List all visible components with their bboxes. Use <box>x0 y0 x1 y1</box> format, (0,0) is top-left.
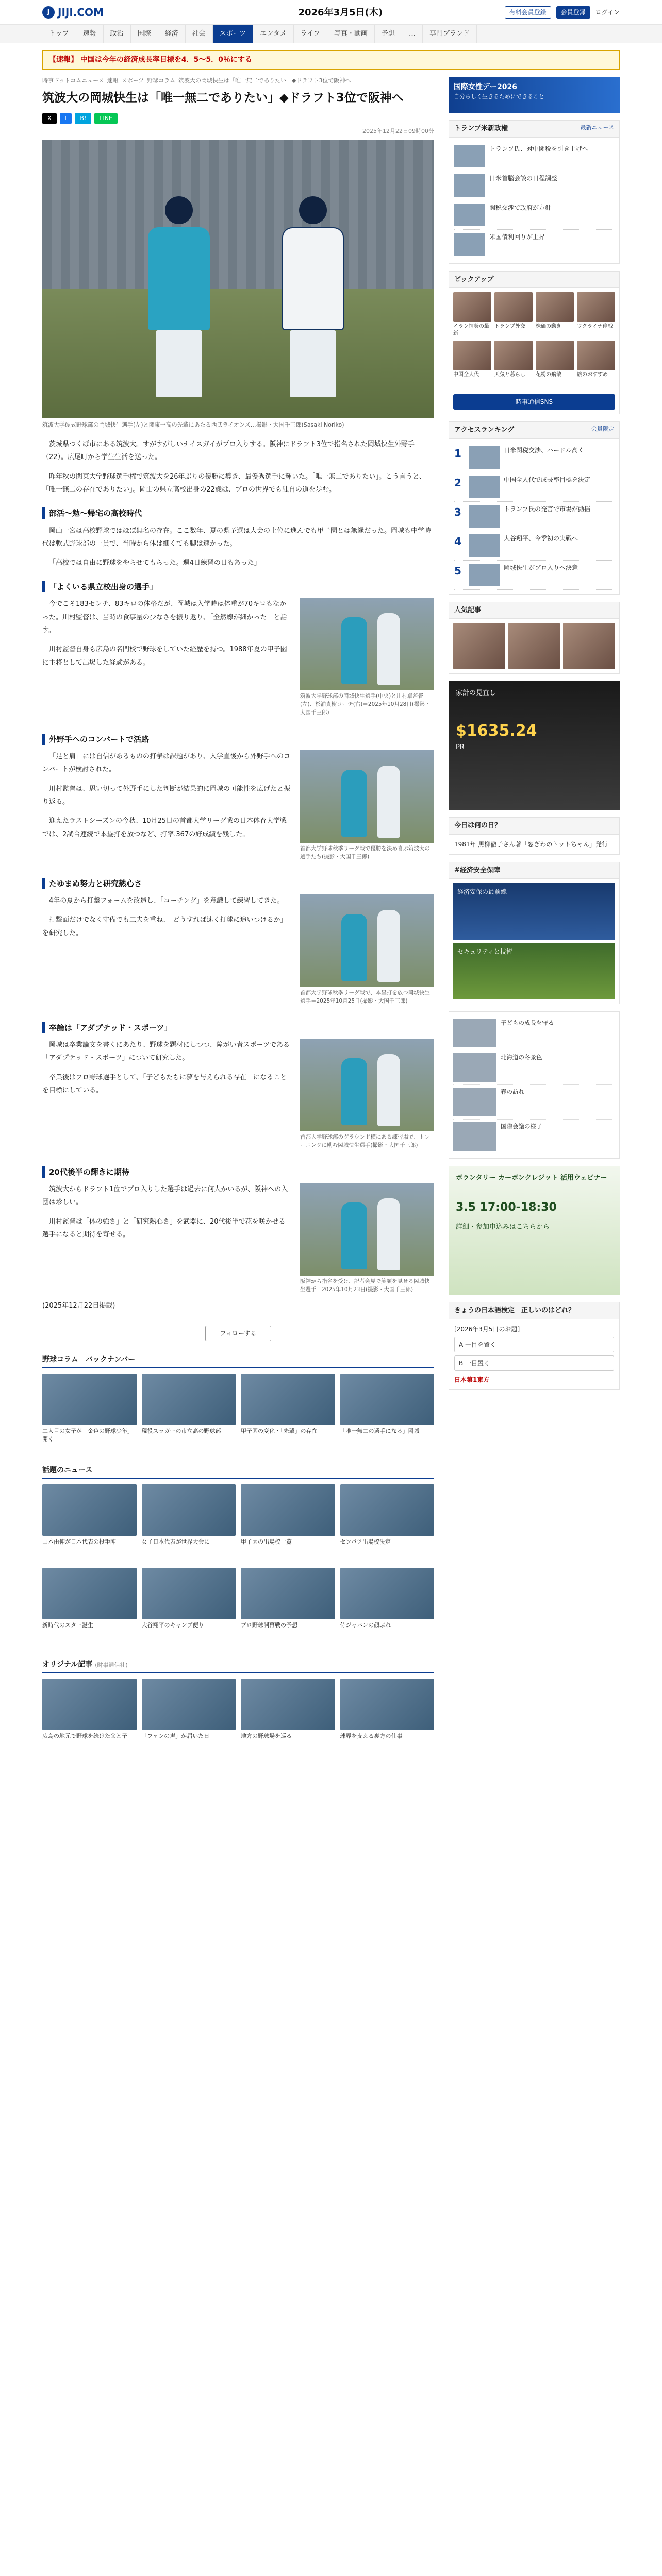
lead-paragraph: 茨城県つくば市にある筑波大。すがすがしいナイスガイがプロ入りする。阪神にドラフト3位で指名された岡城快生外野手（22）。広尾町から学生生活を送った。 <box>42 440 415 462</box>
player-figure <box>377 1054 400 1126</box>
photo-thumb <box>453 1088 496 1116</box>
rank-thumb <box>469 446 500 469</box>
pickup-image <box>453 292 491 322</box>
rank-item[interactable] <box>454 230 614 259</box>
body-paragraph: 川村監督は、思い切って外野手にした判断が結果的に岡城の可能性を広げたと振り返る。 <box>42 785 291 806</box>
sidebar-ad-webinar[interactable] <box>449 1166 620 1295</box>
thumb-card[interactable] <box>241 1679 335 1757</box>
breadcrumb-item[interactable]: 筑波大の岡城快生は「唯一無二でありたい」◆ドラフト3位で阪神へ <box>178 77 351 84</box>
pickup-title: 花粉の飛散 <box>536 372 561 378</box>
thumb-title: 球界を支える裏方の仕事 <box>340 1732 403 1739</box>
breadcrumb-item[interactable]: 野球コラム <box>147 77 176 84</box>
nav-item[interactable]: エンタメ <box>253 25 293 43</box>
section-heading: 20代後半の輝きに期待 <box>42 1166 434 1178</box>
pickup-title: 旅のおすすめ <box>577 372 608 378</box>
pickup-title: トランプ外交 <box>494 324 525 329</box>
thumb-image <box>241 1484 335 1536</box>
inline-figure[interactable] <box>300 894 434 1006</box>
pickup-item[interactable] <box>577 341 615 386</box>
webinar-date: 3.5 17:00-18:30 <box>456 1200 557 1214</box>
rank-title: 日米首脳会談の日程調整 <box>489 174 558 182</box>
thumb-image <box>142 1374 236 1425</box>
rank-number: 2 <box>454 476 461 489</box>
nav-item[interactable]: トップ <box>42 25 76 43</box>
nav-item[interactable]: 政治 <box>104 25 131 43</box>
thumb-image <box>241 1374 335 1425</box>
quiz-footer-link[interactable]: 日本第1東方 <box>454 1376 490 1383</box>
quiz-heading: きょうの日本語検定 正しいのはどれ？ <box>454 1307 575 1314</box>
thumb-card[interactable] <box>340 1568 435 1646</box>
thumb-image <box>340 1374 435 1425</box>
econ-item[interactable]: セキュリティと技術 <box>453 943 615 999</box>
body-paragraph: 4年の夏から打撃フォームを改造し、「コーチング」を意識して練習してきた。 <box>49 897 284 905</box>
thumb-card[interactable] <box>42 1679 137 1757</box>
photo-item[interactable] <box>453 1016 615 1050</box>
photo-title: 北海道の冬景色 <box>501 1054 542 1061</box>
section-heading: 外野手へのコンバートで活路 <box>42 734 434 745</box>
pickup-item[interactable] <box>453 341 491 386</box>
thumb-card[interactable] <box>42 1568 137 1646</box>
access-heading: アクセスランキング <box>454 426 515 434</box>
photo-news-box <box>449 1011 620 1159</box>
rank-title: トランプ氏、対中関税を引き上げへ <box>489 145 589 152</box>
thumb-title: 甲子園の変化・「先輩」の存在 <box>241 1427 318 1434</box>
player-figure <box>341 1058 367 1125</box>
pickup-title: 天気と暮らし <box>494 372 525 378</box>
rank-title: 日米関税交渉、ハードル高く <box>504 446 585 454</box>
ad-market-sub: PR <box>456 743 465 751</box>
rank-thumb <box>454 233 485 256</box>
nav-item[interactable]: ライフ <box>294 25 327 43</box>
thumb-card[interactable] <box>142 1568 236 1646</box>
site-logo[interactable] <box>42 5 176 20</box>
pickup-item[interactable] <box>536 341 574 386</box>
nav-item[interactable]: 速報 <box>76 25 104 43</box>
thumb-title: 山本由伸が日本代表の投手陣 <box>42 1538 116 1545</box>
quiz-option-b[interactable]: B 一目置く <box>454 1355 614 1371</box>
figure-caption: 首都大学野球部のグラウンド横にある練習場で、トレーニングに励む岡城快生選手(撮影・大国千三郎) <box>300 1134 430 1148</box>
thumb-title: 二人目の女子が「金色の野球少年」開く <box>42 1427 133 1443</box>
sidebar-ad-top[interactable] <box>449 77 620 113</box>
photo-title: 子どもの成長を守る <box>501 1019 554 1026</box>
stands-background <box>42 140 434 294</box>
player-figure-right <box>274 196 352 402</box>
thumb-image <box>340 1568 435 1619</box>
publish-date: 2025年12月22日09時00分 <box>362 127 434 134</box>
lead-paragraph: 昨年秋の関東大学野球選手権で筑波大を26年ぶりの優勝に導き、最優秀選手に輝いた。「唯一無二でありたい」。こう言うと、「唯一無二の存在でありたい」。岡山の県立高校出身の22歳は、プロの世界でも独自の道を歩む。 <box>42 472 426 494</box>
thumb-image <box>142 1484 236 1536</box>
pickup-item[interactable] <box>536 292 574 337</box>
player-figure-left <box>140 196 218 402</box>
pickup-item[interactable] <box>494 341 533 386</box>
body-paragraph: 卒業後はプロ野球選手として、「子どもたちに夢を与えられる存在」になることを目標にしている。 <box>42 1073 287 1095</box>
rank-number: 5 <box>454 564 461 577</box>
section-heading: 卒論は「アダプテッド・スポーツ」 <box>42 1022 434 1034</box>
thumb-title: プロ野球開幕戦の予想 <box>241 1621 297 1629</box>
rank-thumb <box>469 534 500 557</box>
inline-figure[interactable] <box>300 750 434 861</box>
nav-item[interactable]: 社会 <box>186 25 213 43</box>
current-date: 2026年3月5日(木) <box>298 7 383 18</box>
rank-item[interactable] <box>454 472 614 502</box>
inline-figure[interactable] <box>300 1039 434 1150</box>
ad-title: 国際女性デー2026 <box>454 83 517 91</box>
sidebar <box>449 77 620 1757</box>
photo-item[interactable] <box>453 1050 615 1085</box>
top-header <box>0 0 662 25</box>
rank-item[interactable] <box>454 443 614 472</box>
figure-caption: 筑波大学野球部の岡城快生選手(中央)と川村卓監督(左)、杉浦貴樹コーチ(右)＝2025年10月28日(撮影・大国千三郎) <box>300 693 431 716</box>
rank-title: 米国債利回りが上昇 <box>489 233 545 241</box>
body-paragraph: 岡山一宮は高校野球ではほぼ無名の存在。ここ数年、夏の県予選は大会の上位に進んでも甲子園とは無縁だった。岡城も中学時代は軟式野球部の一員で、当時から体は細くても脚は速かった。 <box>42 527 432 548</box>
thumb-title: 「唯一無二の選手になる」岡城 <box>340 1427 420 1434</box>
photo-thumb <box>453 1053 496 1082</box>
original-heading-sub: (时事通信社) <box>95 1661 128 1668</box>
today-heading: 今日は何の日？ <box>454 822 502 829</box>
section-heading: 「よくいる県立校出身の選手」 <box>42 581 434 593</box>
login-link[interactable]: ログイン <box>595 9 620 16</box>
section-heading: たゆまぬ努力と研究熱心さ <box>42 878 434 890</box>
original-heading <box>42 1659 434 1673</box>
nav-item[interactable]: スポーツ <box>213 25 253 43</box>
thumb-image <box>142 1568 236 1619</box>
rank-title: トランプ氏の発言で市場が動揺 <box>504 505 591 513</box>
pickup-box <box>449 271 620 415</box>
access-ranking-box <box>449 421 620 595</box>
rank-number: 3 <box>454 505 461 518</box>
rank-item[interactable] <box>454 531 614 561</box>
rank-item[interactable] <box>454 142 614 171</box>
main-nav <box>0 25 662 43</box>
pickup-heading: ピックアップ <box>454 275 494 283</box>
pickup-image <box>494 341 533 370</box>
inline-figure[interactable] <box>300 598 434 717</box>
people-thumb[interactable] <box>563 623 615 669</box>
breadcrumb-item[interactable]: スポーツ <box>121 77 144 84</box>
thumb-title: 地方の野球場を巡る <box>241 1732 292 1739</box>
pickup-image <box>577 341 615 370</box>
player-figure <box>377 1198 400 1270</box>
trump-box-sub[interactable]: 最新ニュース <box>580 124 614 131</box>
thumb-image <box>42 1679 137 1730</box>
thumb-card[interactable] <box>340 1679 435 1757</box>
thumb-title: センバツ出場校決定 <box>340 1538 391 1545</box>
access-sub: 会員限定 <box>591 426 614 432</box>
player-figure <box>377 766 400 838</box>
sidebar-ad-market[interactable] <box>449 681 620 810</box>
thumb-card[interactable] <box>340 1374 435 1452</box>
nav-item[interactable]: 専門ブランド <box>423 25 477 43</box>
rank-thumb <box>469 564 500 586</box>
ad-market-figure: $1635.24 <box>456 721 537 740</box>
inline-photo <box>300 750 434 843</box>
rank-thumb <box>469 505 500 528</box>
thumb-image <box>340 1679 435 1730</box>
share-x-button[interactable]: X <box>42 113 57 124</box>
trump-box-heading: トランプ米新政権 <box>454 125 508 132</box>
player-figure <box>341 770 367 837</box>
pickup-title: 株価の動き <box>536 324 561 329</box>
pickup-item[interactable] <box>453 292 491 337</box>
rank-title: 大谷翔平、今季初の実戦へ <box>504 534 578 542</box>
article-footnote: (2025年12月22日掲載) <box>42 1301 115 1310</box>
pickup-image <box>536 292 574 322</box>
hero-caption: 筑波大学硬式野球部の岡城快生選手(左)と関東一高の先輩にあたる西武ライオンズ…撮影・大国千三郎(Sasaki Noriko) <box>42 421 344 429</box>
thumb-image <box>241 1679 335 1730</box>
body-paragraph: 「高校では自由に野球をやらせてもらった。週4日練習の日もあった」 <box>49 559 261 567</box>
original-heading-text: オリジナル記事 <box>42 1660 93 1669</box>
thumb-title: 広島の地元で野球を続けた父と子 <box>42 1732 127 1739</box>
body-paragraph: 打撃面だけでなく守備でも工夫を重ね、「どうすれば速く打球に追いつけるか」を研究した。 <box>42 916 287 937</box>
body-paragraph: 迎えたラストシーズンの今秋、10月25日の首都大学リーグ戦の日本体育大学戦では、2試合連続で本塁打を放つなど、打率.367の好成績を残した。 <box>42 817 287 838</box>
thumb-card[interactable] <box>241 1374 335 1452</box>
thumb-card[interactable] <box>340 1484 435 1563</box>
logo-mark-icon: J <box>42 6 55 19</box>
thumb-title: 現役スラガーの市立高の野球部 <box>141 1427 221 1434</box>
thumb-card[interactable] <box>241 1568 335 1646</box>
share-facebook-button[interactable]: f <box>60 113 72 124</box>
breadcrumb-item[interactable]: 時事ドットコムニュース <box>42 77 104 84</box>
thumb-title: 「ファンの声」が届いた日 <box>141 1732 210 1739</box>
thumb-card[interactable] <box>42 1374 137 1452</box>
rank-thumb <box>454 145 485 167</box>
quiz-box <box>449 1302 620 1390</box>
field-background <box>42 289 434 418</box>
econ-item[interactable]: 経済安保の最前線 <box>453 883 615 940</box>
paid-member-button[interactable]: 有料会員登録 <box>505 6 551 19</box>
breadcrumb-item[interactable]: 速報 <box>107 77 119 84</box>
nav-item[interactable]: 予想 <box>375 25 402 43</box>
popular-people-box <box>449 602 620 674</box>
today-box <box>449 817 620 855</box>
thumb-image <box>142 1679 236 1730</box>
body-paragraph: 川村監督自身も広島の名門校で野球をしていた経歴を持つ。1988年夏の甲子園に主将として出場した経験がある。 <box>42 646 287 667</box>
pickup-image <box>494 292 533 322</box>
photo-title: 国際会議の様子 <box>501 1123 542 1130</box>
body-paragraph: 川村監督は「体の強さ」と「研究熱心さ」を武器に、20代後半で花を咲かせる選手になると期待を寄せる。 <box>42 1217 286 1239</box>
pickup-item[interactable] <box>577 292 615 337</box>
today-text[interactable]: 1981年 黒柳徹子さん著「窓ぎわのトットちゃん」発行 <box>454 840 608 848</box>
rank-number: 4 <box>454 535 461 548</box>
photo-title: 春の訪れ <box>501 1088 524 1095</box>
rank-number: 1 <box>454 447 461 460</box>
inline-figure[interactable] <box>300 1183 434 1294</box>
thumb-card[interactable] <box>142 1374 236 1452</box>
pickup-title: 中国全人代 <box>453 372 479 378</box>
photo-thumb <box>453 1122 496 1151</box>
quiz-option-a[interactable]: A 一目を置く <box>454 1337 614 1352</box>
photo-item[interactable] <box>453 1120 615 1154</box>
thumb-card[interactable] <box>42 1484 137 1563</box>
player-figure <box>341 1202 367 1269</box>
figure-caption: 首都大学野球秋季リーグ戦で優勝を決め喜ぶ筑波大の選手たち(撮影・大国千三郎) <box>300 845 430 860</box>
nav-item[interactable]: … <box>402 25 423 43</box>
pickup-image <box>536 341 574 370</box>
share-hatena-button[interactable]: B! <box>75 113 91 124</box>
player-figure <box>341 914 367 981</box>
pickup-title: ウクライナ停戦 <box>577 324 613 329</box>
popular-heading: 話題のニュース <box>42 1465 434 1479</box>
thumb-image <box>241 1568 335 1619</box>
webinar-cta: 詳細・参加申込みはこちらから <box>456 1223 550 1231</box>
article-main <box>42 77 434 1757</box>
pickup-image <box>577 292 615 322</box>
related-heading: 野球コラム バックナンバー <box>42 1354 434 1368</box>
thumb-image <box>42 1374 137 1425</box>
thumb-title: 大谷翔平のキャンプ便り <box>141 1621 204 1629</box>
thumb-image <box>340 1484 435 1536</box>
ad-market-title: 家計の見直し <box>456 689 496 697</box>
rank-thumb <box>454 204 485 226</box>
people-thumb[interactable] <box>508 623 560 669</box>
econ-heading: #経済安全保障 <box>454 866 500 874</box>
player-figure <box>377 910 400 982</box>
body-paragraph: 今でこそ183センチ、83キロの体格だが、岡城は入学時は体重が70キロもなかった。川村監督は、当時の食事量の少なさを振り返り、「全然線が細かった」と話す。 <box>42 600 287 634</box>
article-title: 筑波大の岡城快生は「唯一無二でありたい」◆ドラフト3位で阪神へ <box>42 91 404 105</box>
people-thumb[interactable] <box>453 623 505 669</box>
body-paragraph: 岡城は卒業論文を書くにあたり、野球を題材にしつつ、障がい者スポーツである「アダプテッド・スポーツ」について研究した。 <box>42 1041 290 1062</box>
webinar-title: ボランタリー カーボンクレジット 活用ウェビナー <box>456 1174 607 1182</box>
thumb-title: 女子日本代表が世界大会に <box>141 1538 210 1545</box>
econ-security-box <box>449 862 620 1005</box>
inline-photo <box>300 598 434 690</box>
photo-item[interactable] <box>453 1085 615 1120</box>
thumb-title: 甲子園の出場校一覧 <box>241 1538 292 1545</box>
pickup-image <box>453 341 491 370</box>
sns-button[interactable]: 時事通信SNS <box>453 394 615 410</box>
nav-item[interactable]: 写真・動画 <box>327 25 375 43</box>
pickup-title: イラン情勢の最新 <box>453 324 489 336</box>
hero-photo[interactable] <box>42 140 434 418</box>
thumb-image <box>42 1484 137 1536</box>
thumb-image <box>42 1568 137 1619</box>
logo-text: JIJI.COM <box>58 6 104 19</box>
quiz-question: [2026年3月5日のお題] <box>454 1325 520 1333</box>
inline-photo <box>300 1183 434 1276</box>
figure-caption: 阪神から指名を受け、記者会見で笑顔を見せる岡城快生選手＝2025年10月23日(撮影・大国千三郎) <box>300 1278 430 1293</box>
rank-thumb <box>454 174 485 197</box>
register-button[interactable]: 会員登録 <box>556 6 590 19</box>
rank-item[interactable] <box>454 502 614 531</box>
share-line-button[interactable]: LINE <box>94 113 118 124</box>
people-heading: 人気記事 <box>454 606 482 614</box>
breadcrumb <box>42 77 434 86</box>
player-figure <box>377 613 400 685</box>
rank-title: 関税交渉で政府が方針 <box>489 204 552 211</box>
nav-item[interactable]: 国際 <box>131 25 158 43</box>
rank-item[interactable] <box>454 561 614 590</box>
rank-title: 岡城快生がプロ入りへ決意 <box>504 564 578 571</box>
rank-title: 中国全人代で成長率目標を決定 <box>504 476 591 483</box>
thumb-card[interactable] <box>241 1484 335 1563</box>
rank-item[interactable] <box>454 171 614 200</box>
rank-thumb <box>469 476 500 498</box>
figure-caption: 首都大学野球秋季リーグ戦で、本塁打を放つ岡城快生選手＝2025年10月25日(撮影・大国千三郎) <box>300 990 430 1004</box>
trump-news-box <box>449 120 620 264</box>
share-bar <box>42 113 434 124</box>
thumb-title: 新時代のスター誕生 <box>42 1621 93 1629</box>
inline-photo <box>300 894 434 987</box>
thumb-card[interactable] <box>142 1679 236 1757</box>
follow-button[interactable]: フォローする <box>205 1326 272 1341</box>
ad-subtitle: 自分らしく生きるためにできること <box>454 93 544 100</box>
rank-item[interactable] <box>454 200 614 230</box>
section-heading: 部活〜勉〜帰宅の高校時代 <box>42 507 434 519</box>
thumb-title: 侍ジャパンの顔ぶれ <box>340 1621 391 1629</box>
inline-photo <box>300 1039 434 1131</box>
player-figure <box>341 617 367 684</box>
photo-thumb <box>453 1019 496 1047</box>
nav-item[interactable]: 経済 <box>158 25 186 43</box>
body-paragraph: 「足と肩」には自信があるものの打撃は課題があり、入学直後から外野手へのコンバートが検討された。 <box>42 753 291 774</box>
thumb-card[interactable] <box>142 1484 236 1563</box>
breaking-banner[interactable]: 【速報】 中国は今年の経済成長率目標を4．5〜5．0％にする <box>42 50 620 70</box>
body-paragraph: 筑波大からドラフト1位でプロ入りした選手は過去に何人かいるが、阪神への入団は珍しい。 <box>42 1185 288 1207</box>
pickup-item[interactable] <box>494 292 533 337</box>
